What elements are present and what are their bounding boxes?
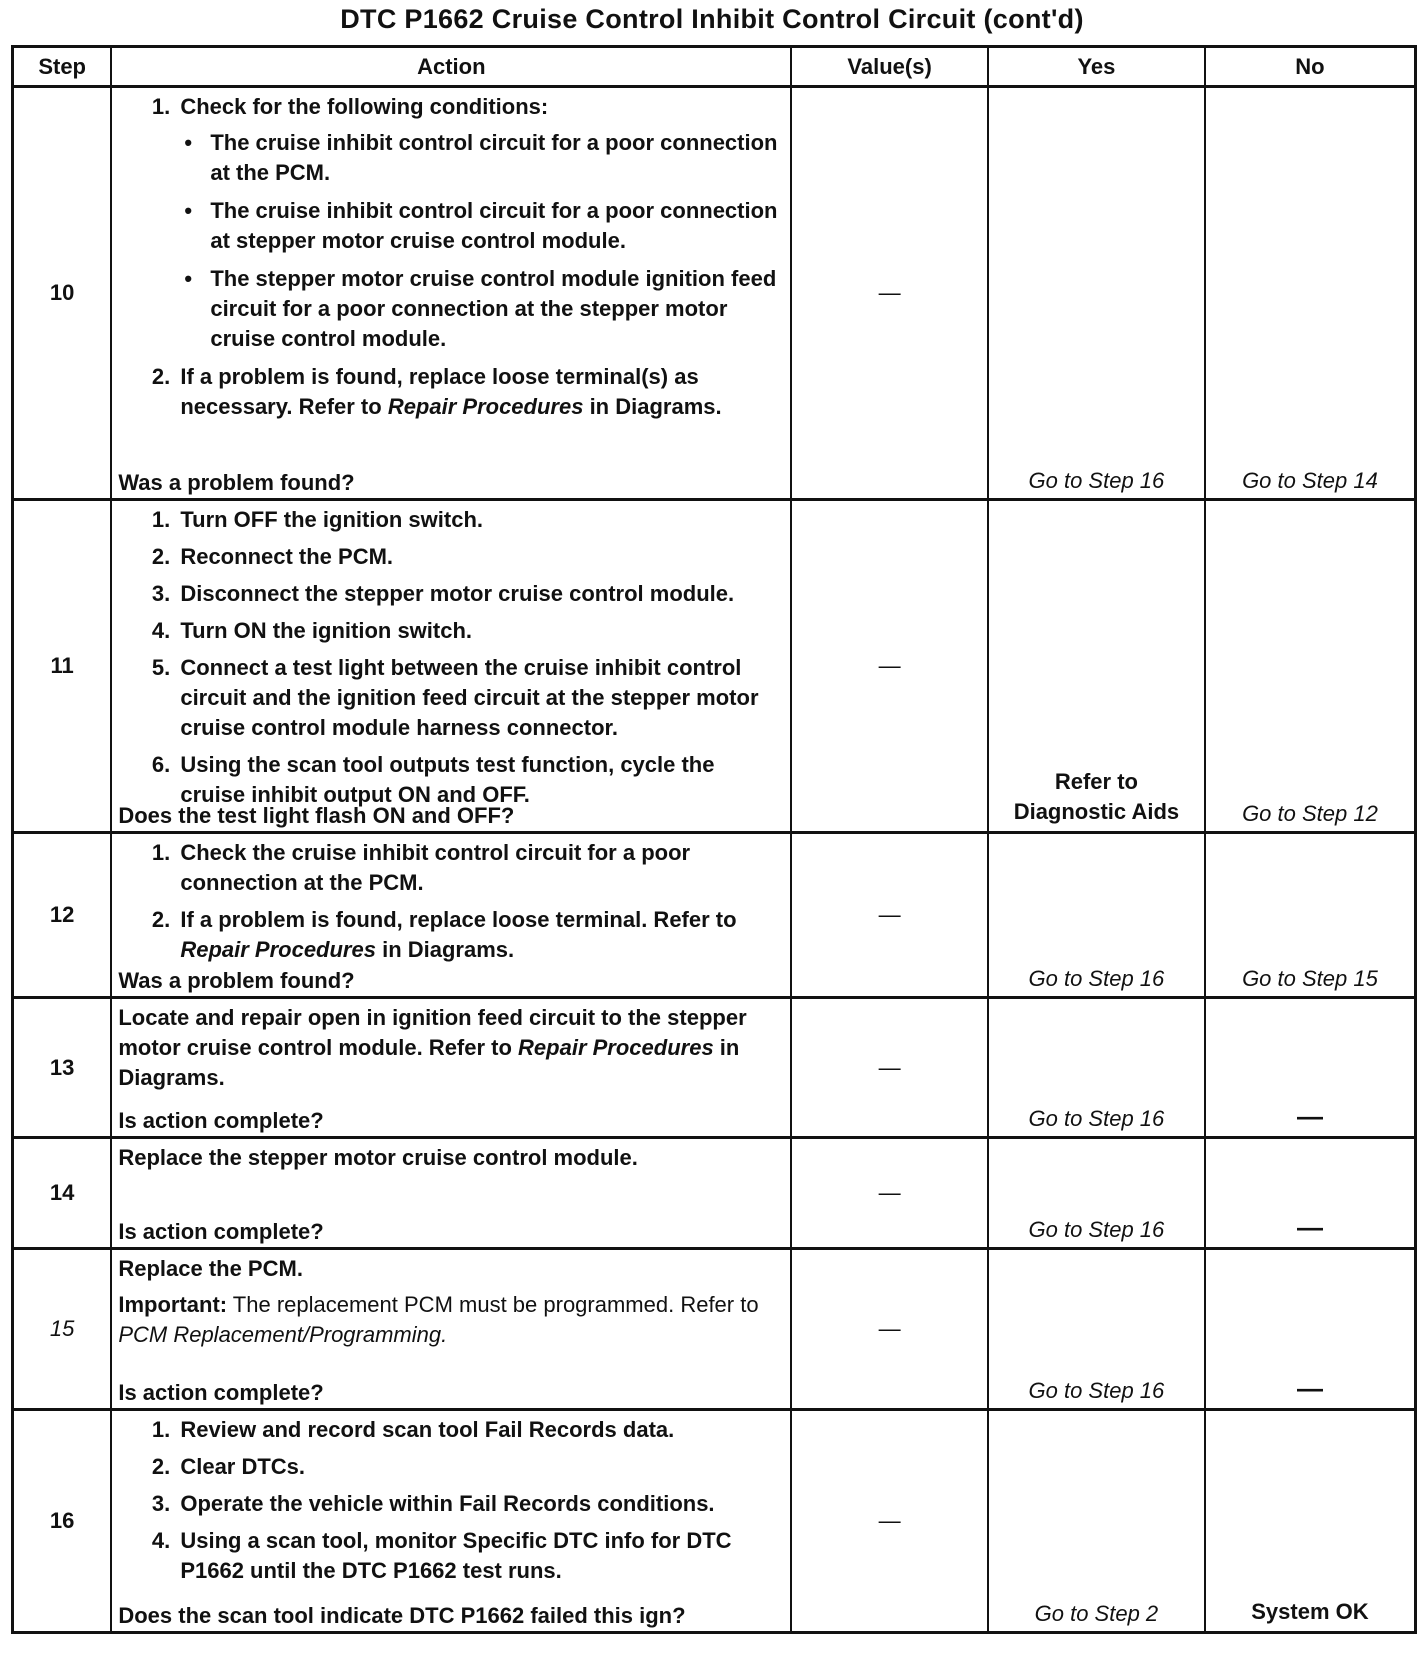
step-number: 13: [13, 998, 112, 1138]
value-cell: —: [791, 998, 988, 1138]
value-cell: —: [791, 1249, 988, 1410]
bullet-item: • The cruise inhibit control circuit for a poor connection at stepper motor cruise control module.: [210, 196, 784, 256]
action-cell: [111, 500, 791, 833]
page-title: DTC P1662 Cruise Control Inhibit Control Circuit (cont'd): [340, 4, 1084, 34]
no-cell: Go to Step 12: [1205, 500, 1416, 833]
no-value: —: [1296, 1101, 1323, 1131]
no-cell: [1205, 1138, 1416, 1249]
action-item: 5. Connect a test light between the cruise inhibit control circuit and the ignition feed circuit at the stepper motor cruise control module harness connector.: [176, 653, 784, 743]
action-item: 4. Turn ON the ignition switch.: [176, 616, 784, 646]
action-cell: [111, 1410, 791, 1633]
table-row: [13, 500, 1416, 833]
no-cell: [1205, 998, 1416, 1138]
header-step: Step: [13, 47, 112, 87]
header-action: Action: [111, 47, 791, 87]
step-number: 12: [13, 833, 112, 998]
action-item: 1. Turn OFF the ignition switch.: [176, 505, 784, 535]
no-value: —: [1296, 1212, 1323, 1242]
question: Is action complete?: [118, 1108, 324, 1133]
reference-link: Repair Procedures: [180, 937, 376, 962]
header-row: [13, 47, 1416, 87]
action-cell: [111, 87, 791, 500]
step-number: 11: [13, 500, 112, 833]
step-number: 16: [13, 1410, 112, 1633]
action-item: 2. Clear DTCs.: [176, 1452, 784, 1482]
yes-cell: [988, 500, 1205, 833]
header-no: No: [1205, 47, 1416, 87]
table-row: [13, 1138, 1416, 1249]
no-cell: Go to Step 15: [1205, 833, 1416, 998]
question: Is action complete?: [118, 1380, 324, 1405]
value-cell: —: [791, 500, 988, 833]
value-cell: —: [791, 1138, 988, 1249]
question: Is action complete?: [118, 1219, 324, 1244]
yes-line: Refer to: [1054, 769, 1138, 794]
action-item: 3. Disconnect the stepper motor cruise control module.: [176, 579, 784, 609]
no-cell: System OK: [1205, 1410, 1416, 1633]
no-value: —: [1296, 1373, 1323, 1403]
step-number: 14: [13, 1138, 112, 1249]
value-cell: —: [791, 833, 988, 998]
step-number: 10: [13, 87, 112, 500]
header-values: Value(s): [791, 47, 988, 87]
yes-line: Diagnostic Aids: [1013, 799, 1180, 824]
yes-cell: Go to Step 16: [988, 1249, 1205, 1410]
action-cell: Replace the stepper motor cruise control module. Is action complete?: [111, 1138, 791, 1249]
header-yes: Yes: [988, 47, 1205, 87]
yes-cell: Go to Step 16: [988, 87, 1205, 500]
question: Was a problem found?: [118, 470, 355, 495]
action-cell: Locate and repair open in ignition feed circuit to the stepper motor cruise control module. Refer to Repair Procedures in Diagrams. Is action complete?: [111, 998, 791, 1138]
table-row: [13, 1410, 1416, 1633]
action-item: 3. Operate the vehicle within Fail Records conditions.: [176, 1489, 784, 1519]
action-item: 6. Using the scan tool outputs test function, cycle the cruise inhibit output ON and OFF.: [176, 750, 784, 810]
step-number: 15: [13, 1249, 112, 1410]
action-item: 1. Review and record scan tool Fail Records data.: [176, 1415, 784, 1445]
value-cell: —: [791, 87, 988, 500]
reference-link: Repair Procedures: [518, 1035, 714, 1060]
table-row: [13, 998, 1416, 1138]
action-cell: [111, 1249, 791, 1410]
important-note: Important: The replacement PCM must be programmed. Refer to PCM Replacement/Programming.: [118, 1292, 759, 1347]
action-item: 2. If a problem is found, replace loose terminal. Refer to Repair Procedures in Diagrams.: [176, 905, 784, 965]
bullet-item: • The stepper motor cruise control module ignition feed circuit for a poor connection at the stepper motor cruise control module.: [210, 264, 784, 354]
action-cell: [111, 833, 791, 998]
action-item: 1. Check for the following conditions: • The cruise inhibit control circuit for a poor connection at the PCM. • The cruise inhibit control circuit for a poor connection at stepper motor cruise control module. • The stepper motor cruise control module ignition feed circuit for a poor connection at the stepper motor cruise control module.: [176, 92, 784, 354]
action-item: 1. Check the cruise inhibit control circuit for a poor connection at the PCM.: [176, 838, 784, 898]
table-row: [13, 833, 1416, 998]
action-item: 2. Reconnect the PCM.: [176, 542, 784, 572]
bullet-item: • The cruise inhibit control circuit for a poor connection at the PCM.: [210, 128, 784, 188]
reference-link: Repair Procedures: [387, 394, 584, 419]
table-row: [13, 87, 1416, 500]
action-item: 2. If a problem is found, replace loose terminal(s) as necessary. Refer to Repair Procedures in Diagrams.: [176, 362, 784, 422]
question: Does the scan tool indicate DTC P1662 failed this ign?: [118, 1603, 686, 1628]
question: Does the test light flash ON and OFF?: [118, 803, 515, 828]
table-row: [13, 1249, 1416, 1410]
diagnostic-table: [11, 45, 1417, 1634]
yes-cell: Go to Step 16: [988, 1138, 1205, 1249]
action-item: 4. Using a scan tool, monitor Specific DTC info for DTC P1662 until the DTC P1662 test runs.: [176, 1526, 784, 1586]
yes-cell: Go to Step 16: [988, 998, 1205, 1138]
value-cell: —: [791, 1410, 988, 1633]
action-text: Replace the PCM.: [118, 1256, 303, 1281]
yes-cell: Go to Step 16: [988, 833, 1205, 998]
yes-cell: Go to Step 2: [988, 1410, 1205, 1633]
no-cell: [1205, 1249, 1416, 1410]
no-cell: Go to Step 14: [1205, 87, 1416, 500]
question: Was a problem found?: [118, 968, 355, 993]
reference-link: PCM Replacement/Programming.: [118, 1322, 448, 1347]
